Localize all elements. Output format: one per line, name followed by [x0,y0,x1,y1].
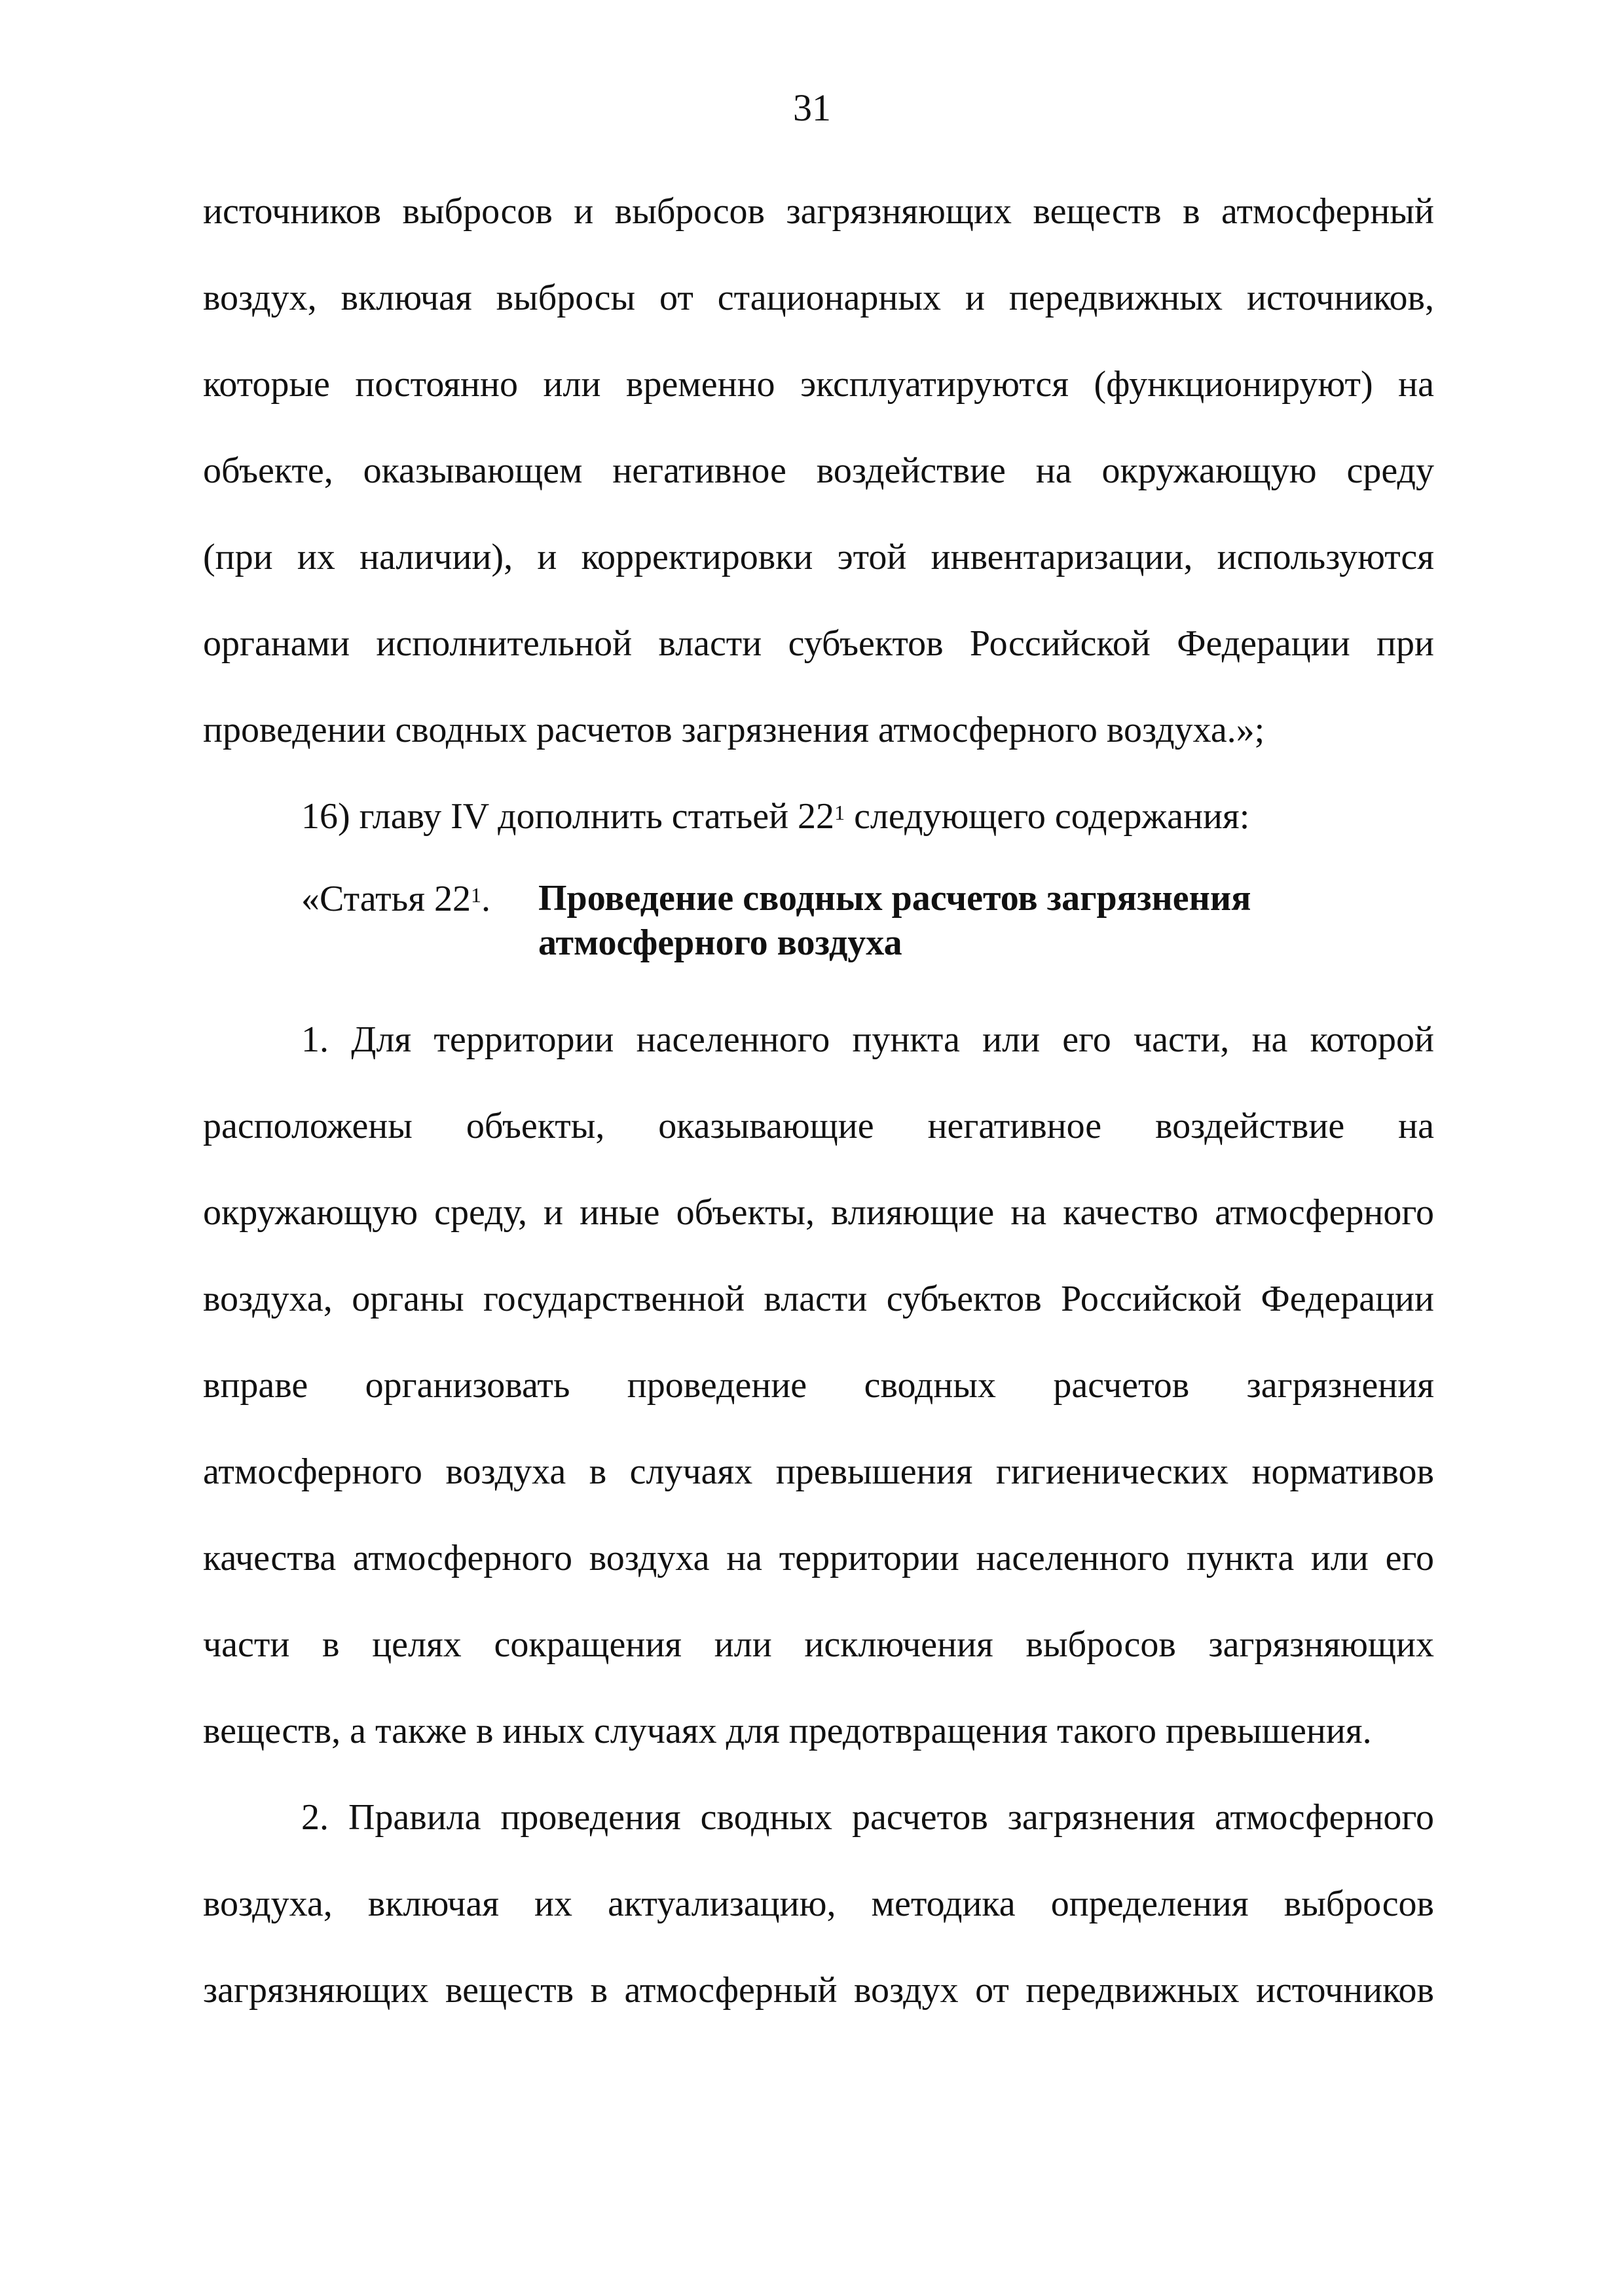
text-line: объекте, оказывающем негативное воздействие на окружающую среду [203,450,1434,491]
text-line: части в целях сокращения или исключения выбросов загрязняющих [203,1624,1434,1665]
article-label-superscript: 1 [470,883,481,907]
text-line: окружающую среду, и иные объекты, влияющие на качество атмосферного [203,1192,1434,1233]
text-line: расположены объекты, оказывающие негативное воздействие на [203,1106,1434,1146]
text-line: загрязняющих веществ в атмосферный воздух от передвижных источников [203,1970,1434,2011]
item-16-text-end: следующего содержания: [845,796,1250,837]
article-label [301,876,490,922]
item-16-text: 16) главу IV дополнить статьей 22 [301,796,835,837]
text-line: воздуха, включая их актуализацию, методика определения выбросов [203,1884,1434,1924]
item-16-line [301,793,1434,839]
text-line: качества атмосферного воздуха на территории населенного пункта или его [203,1538,1434,1578]
text-line: которые постоянно или временно эксплуатируются (функционируют) на [203,364,1434,405]
text-line: источников выбросов и выбросов загрязняющих веществ в атмосферный [203,191,1434,232]
text-line: 1. Для территории населенного пункта или его части, на которой [301,1019,1434,1060]
text-line: (при их наличии), и корректировки этой инвентаризации, используются [203,537,1434,577]
text-line: 2. Правила проведения сводных расчетов загрязнения атмосферного [301,1797,1434,1838]
text-line: проведении сводных расчетов загрязнения атмосферного воздуха.»; [203,710,1265,750]
item-16-superscript: 1 [834,801,845,824]
article-label-text: «Статья 22 [301,879,471,919]
text-line: органами исполнительной власти субъектов Российской Федерации при [203,623,1434,664]
text-line: воздуха, органы государственной власти субъектов Российской Федерации [203,1279,1434,1319]
article-label-dot: . [481,879,490,919]
text-line: атмосферного воздуха в случаях превышения гигиенических нормативов [203,1451,1434,1492]
article-title-line: Проведение сводных расчетов загрязнения [538,878,1251,919]
text-line: веществ, а также в иных случаях для предотвращения такого превышения. [203,1711,1372,1751]
page-number: 31 [793,86,831,129]
article-title [538,876,1251,965]
text-line: воздух, включая выбросы от стационарных и передвижных источников, [203,278,1434,318]
article-title-line: атмосферного воздуха [538,922,902,963]
text-line: вправе организовать проведение сводных расчетов загрязнения [203,1365,1434,1406]
